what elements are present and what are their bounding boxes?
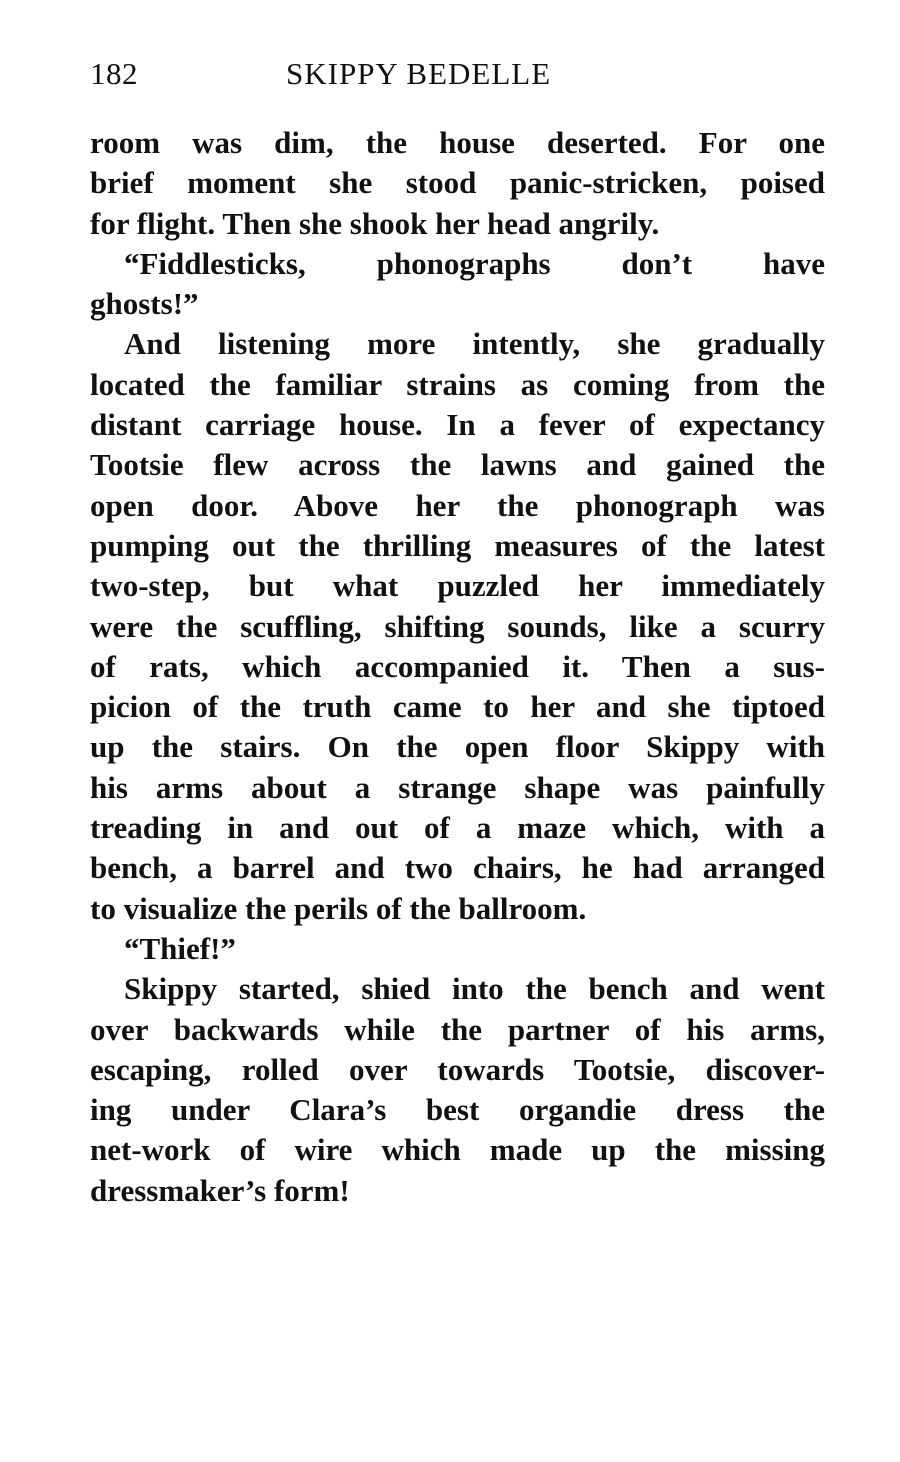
text-line: over backwards while the partner of his arms, <box>90 1011 825 1047</box>
text-line: two-step, but what puzzled her immediately <box>90 568 825 604</box>
text-line: picion of the truth came to her and she tiptoed <box>90 689 825 725</box>
text-line: room was dim, the house deserted. For one <box>90 125 825 160</box>
text-line: were the scuffling, shifting sounds, like a scurry <box>90 608 825 644</box>
text-line: for flight. Then she shook her head angrily. <box>90 205 660 241</box>
text-line: distant carriage house. In a fever of expectancy <box>90 407 825 443</box>
text-line: “Thief!” <box>124 930 236 966</box>
body-text <box>90 123 825 1211</box>
text-line: up the stairs. On the open floor Skippy with <box>90 729 825 765</box>
text-line: net-work of wire which made up the missing <box>90 1132 825 1168</box>
text-line: pumping out the thrilling measures of the latest <box>90 527 825 563</box>
text-line: his arms about a strange shape was painfully <box>90 769 825 805</box>
text-line: Tootsie flew across the lawns and gained the <box>90 447 825 483</box>
page-header <box>90 56 830 96</box>
page-number: 182 <box>90 56 138 91</box>
text-line: ghosts!” <box>90 286 199 322</box>
text-line: treading in and out of a maze which, with a <box>90 810 825 846</box>
running-title: SKIPPY BEDELLE <box>286 56 552 91</box>
text-line: located the familiar strains as coming from the <box>90 366 825 402</box>
text-line: Skippy started, shied into the bench and went <box>124 971 825 1007</box>
text-line: open door. Above her the phonograph was <box>90 487 825 523</box>
text-line: of rats, which accompanied it. Then a sus- <box>90 648 825 684</box>
text-line: dressmaker’s form! <box>90 1172 350 1208</box>
text-line: ing under Clara’s best organdie dress the <box>90 1092 825 1128</box>
text-line: bench, a barrel and two chairs, he had arranged <box>90 850 825 886</box>
text-line: to visualize the perils of the ballroom. <box>90 890 587 926</box>
text-line: escaping, rolled over towards Tootsie, discover- <box>90 1051 825 1087</box>
text-line: And listening more intently, she gradually <box>124 326 825 362</box>
text-line: brief moment she stood panic-stricken, poised <box>90 165 825 201</box>
text-line: “Fiddlesticks, phonographs don’t have <box>124 245 825 281</box>
